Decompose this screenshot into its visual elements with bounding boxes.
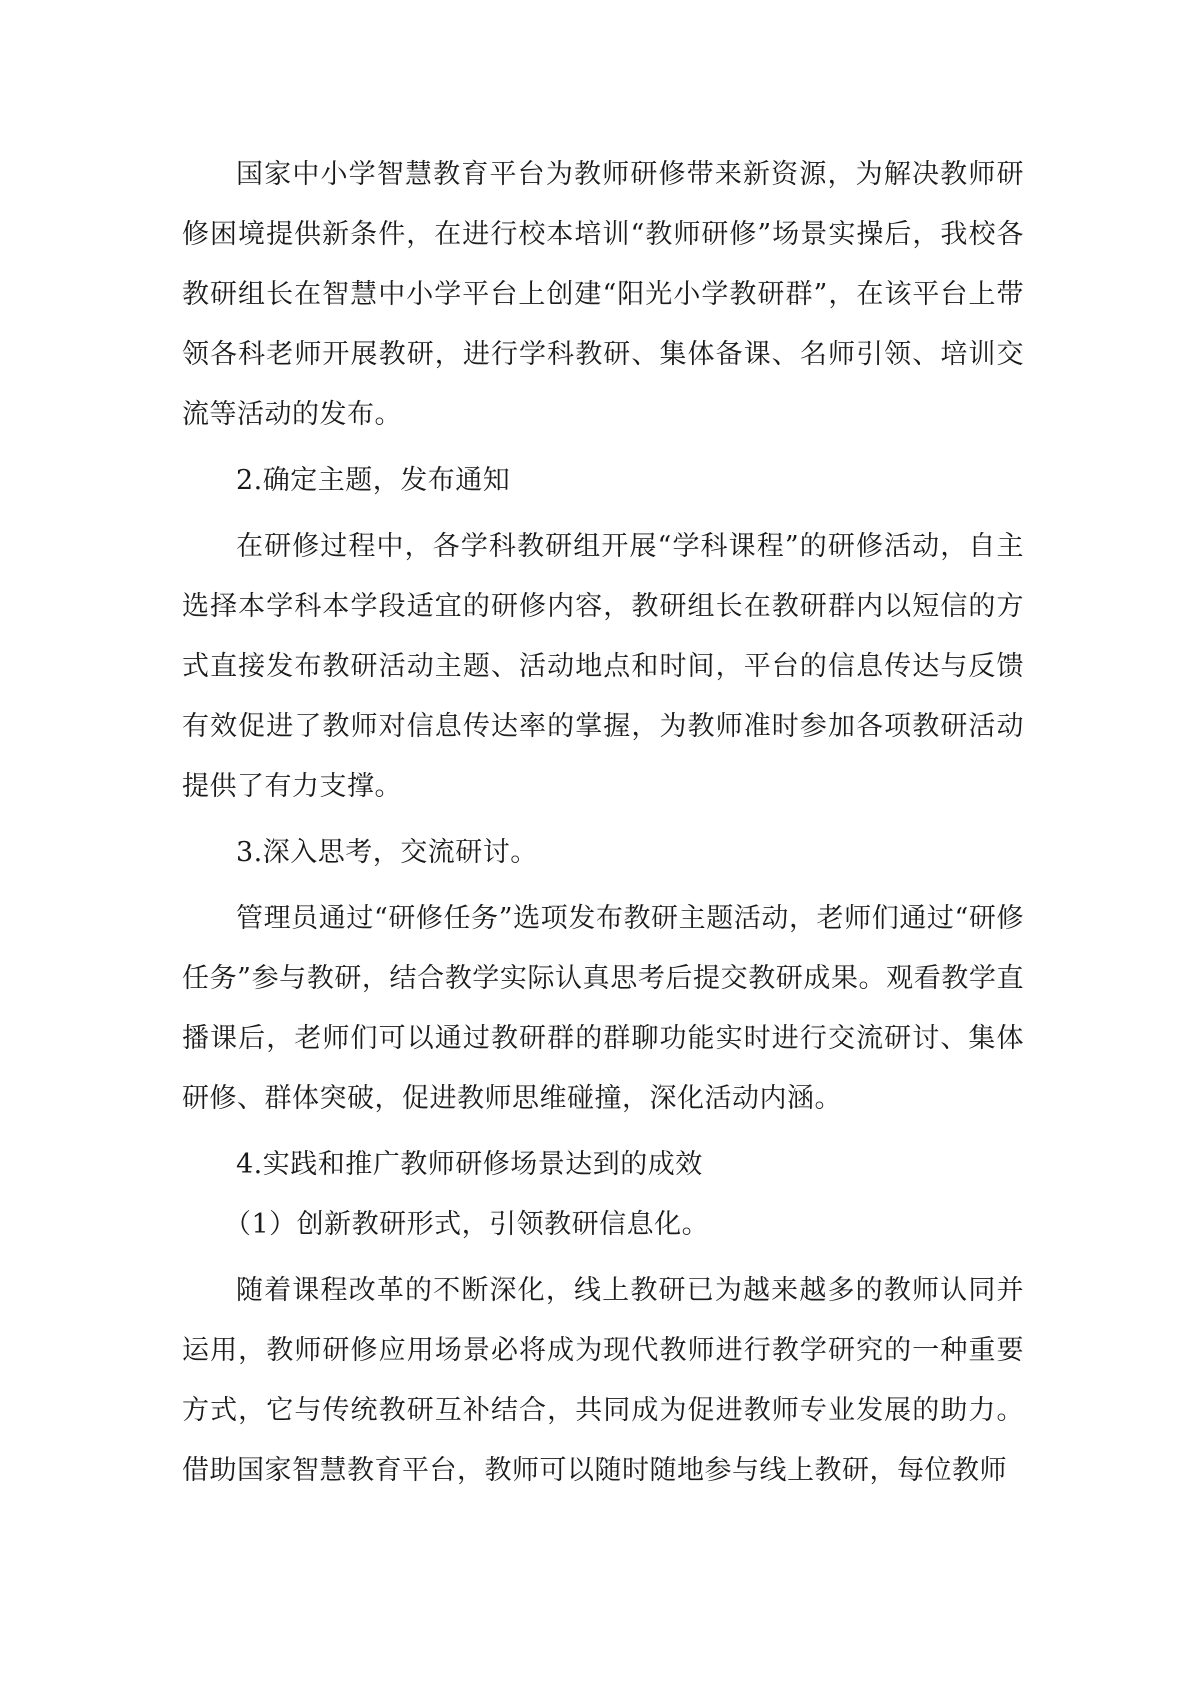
paragraph-research-tasks: 管理员通过“研修任务”选项发布教研主题活动，老师们通过“研修任务”参与教研，结合教学实际认真思考后提交教研成果。观看教学直播课后，老师们可以通过教研群的群聊功能实时进行交流研讨、集体研修、群体突破，促进教师思维碰撞，深化活动内涵。 <box>182 903 1024 1114</box>
paragraph-research-process: 在研修过程中，各学科教研组开展“学科课程”的研修活动，自主选择本学科本学段适宜的研修内容，教研组长在教研群内以短信的方式直接发布教研活动主题、活动地点和时间，平台的信息传达与反馈有效促进了教师对信息传达率的掌握，为教师准时参加各项教研活动提供了有力支撑。 <box>182 531 1024 802</box>
heading-deep-thinking: 3.深入思考，交流研讨。 <box>236 837 538 868</box>
heading-determine-theme: 2.确定主题，发布通知 <box>236 465 511 496</box>
heading-practice-results: 4.实践和推广教师研修场景达到的成效 <box>236 1149 703 1180</box>
subheading-innovate-form: （1）创新教研形式，引领教研信息化。 <box>224 1209 710 1240</box>
paragraph-platform-intro: 国家中小学智慧教育平台为教师研修带来新资源，为解决教师研修困境提供新条件，在进行校本培训“教师研修”场景实操后，我校各教研组长在智慧中小学平台上创建“阳光小学教研群”，在该平台上带领各科老师开展教研，进行学科教研、集体备课、名师引领、培训交流等活动的发布。 <box>182 159 1024 430</box>
paragraph-online-research: 随着课程改革的不断深化，线上教研已为越来越多的教师认同并运用，教师研修应用场景必将成为现代教师进行教学研究的一种重要方式，它与传统教研互补结合，共同成为促进教师专业发展的助力。借助国家智慧教育平台，教师可以随时随地参与线上教研，每位教师 <box>182 1275 1024 1486</box>
